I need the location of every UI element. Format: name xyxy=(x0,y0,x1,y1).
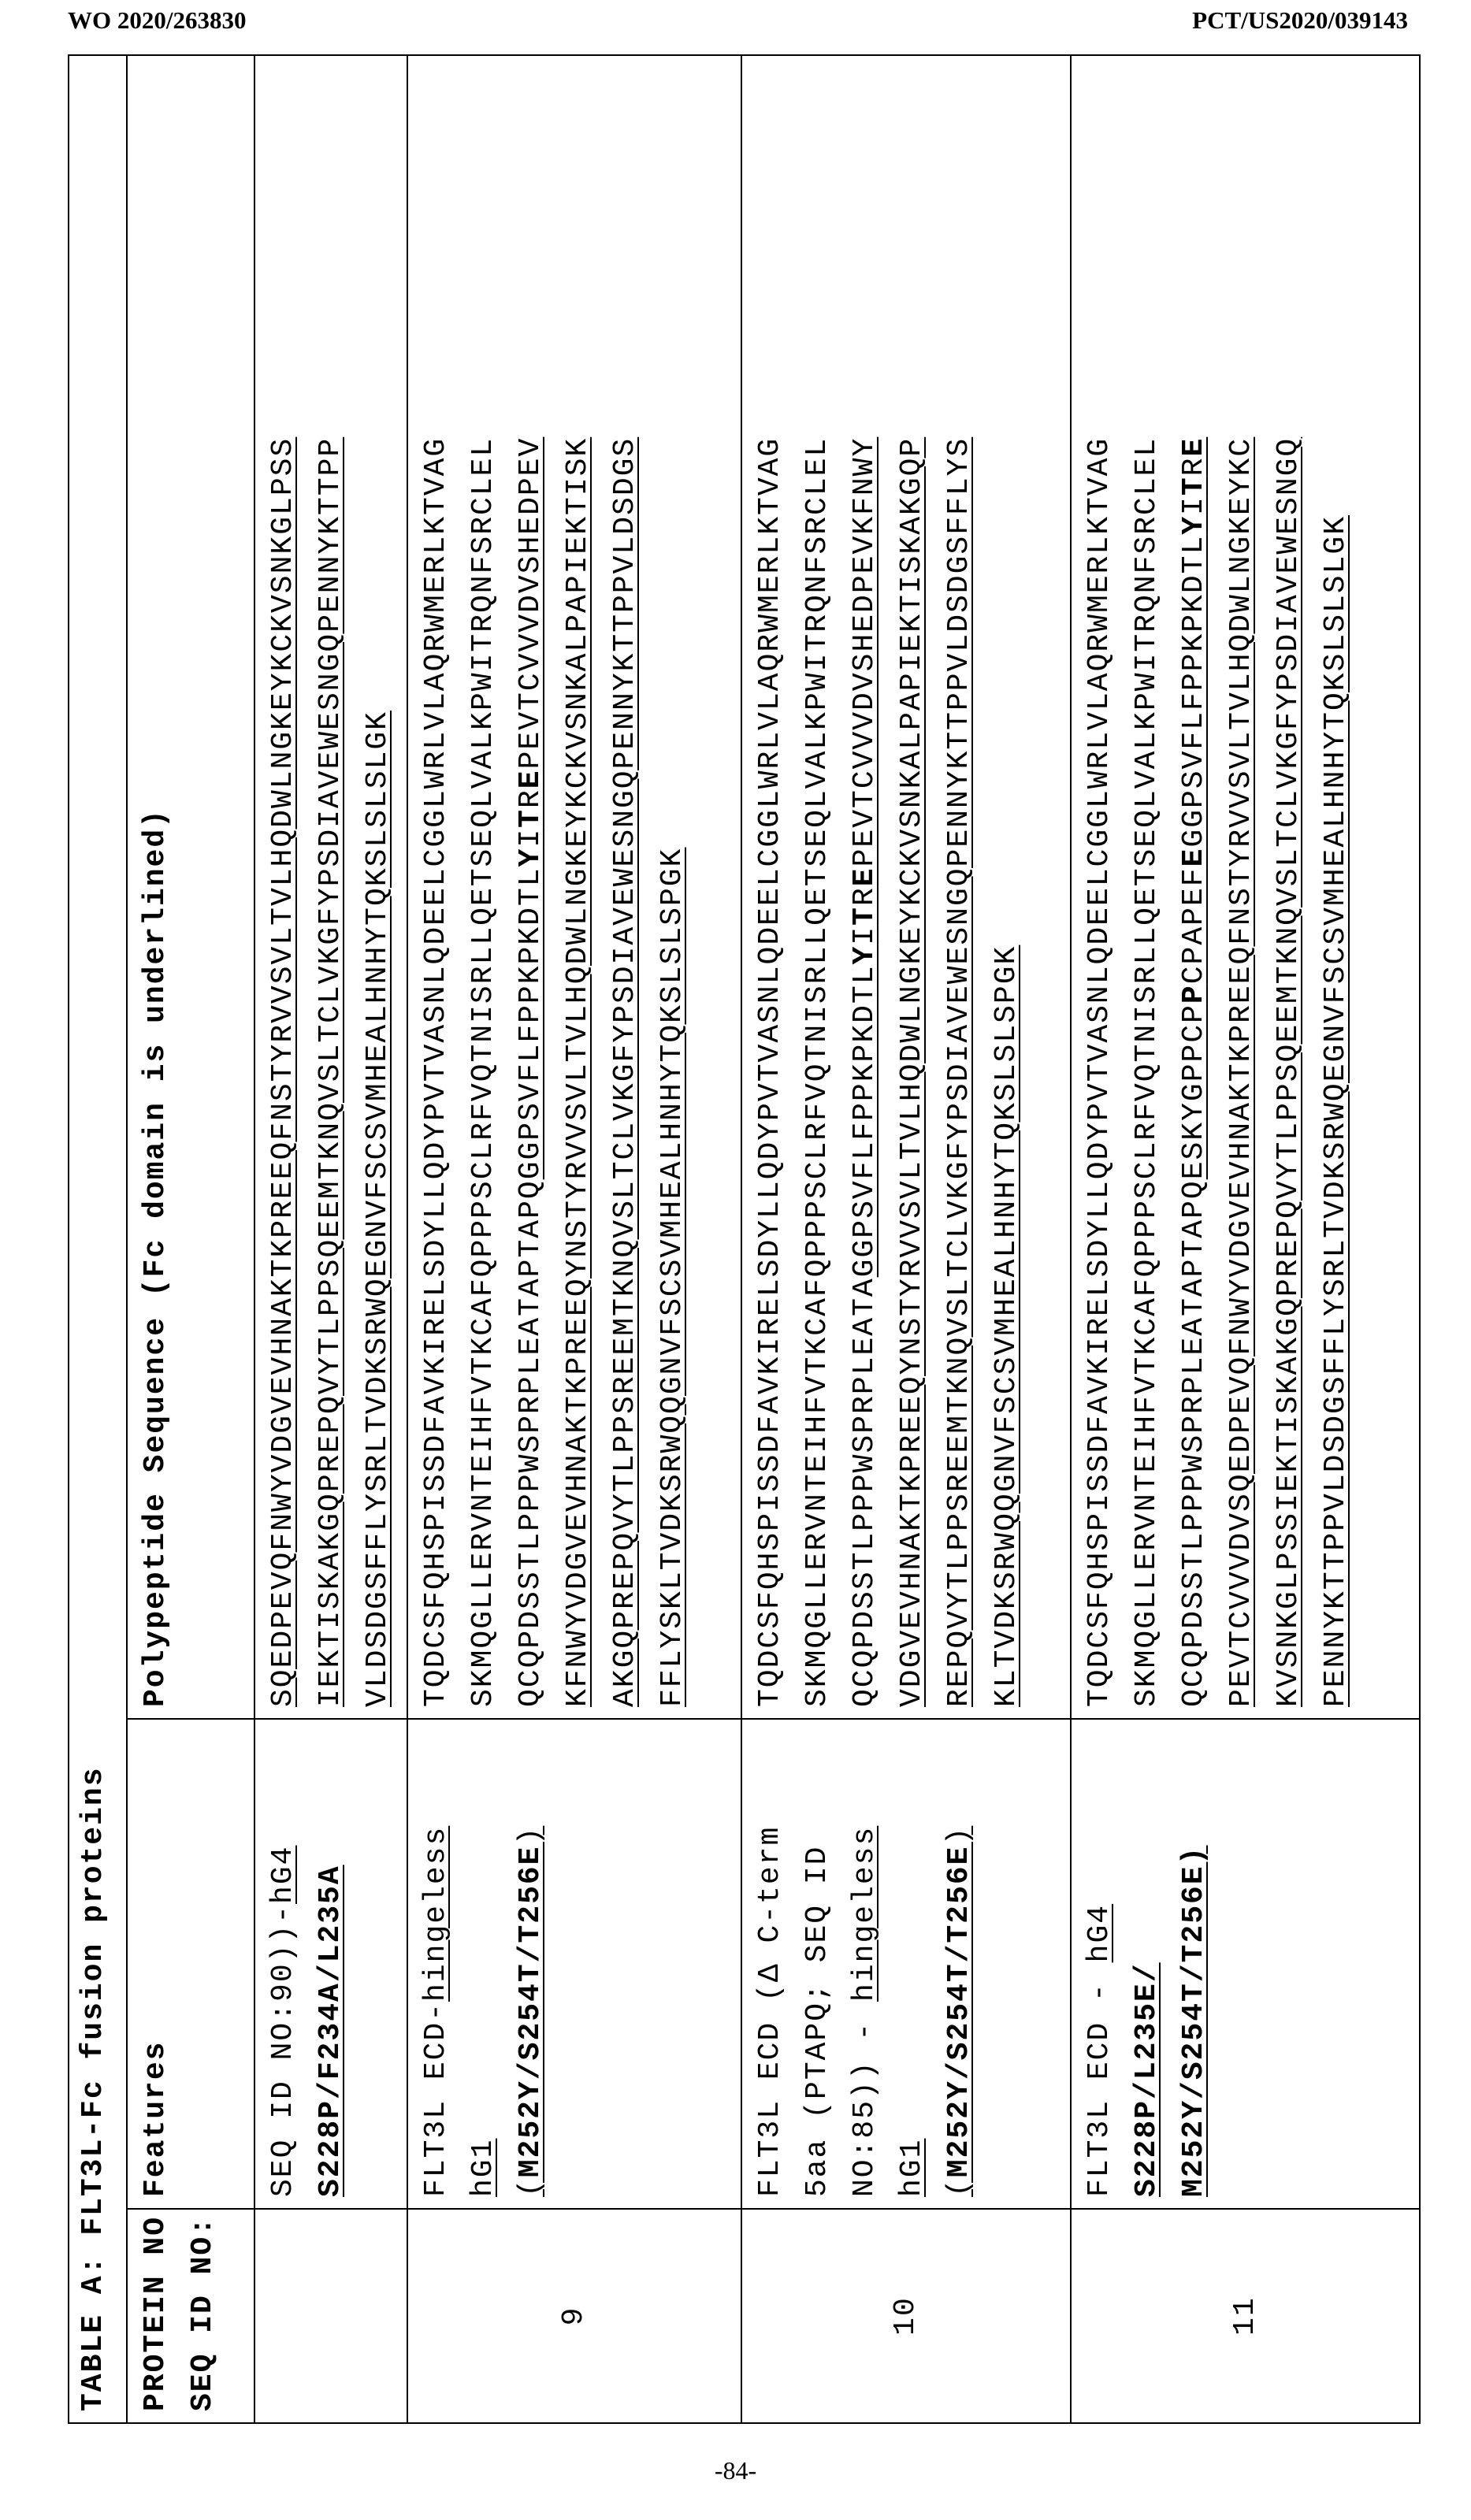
text-segment: R xyxy=(1177,457,1211,477)
text-segment: GGPSVFLFPPKPKDTL xyxy=(1177,535,1211,848)
text-segment: S228P/F234A/L235A xyxy=(314,1865,347,2197)
text-segment: hG1 xyxy=(895,2139,929,2197)
text-segment: M252Y/S254T/T256E xyxy=(942,1846,976,2178)
text-segment: hG1 xyxy=(466,2139,500,2197)
text-segment: PEVTCVVVDVSHEDPEV xyxy=(514,437,548,770)
text-segment: QCQPDSSTLPPPWSPRPLEATAPTAPQ xyxy=(514,1179,548,1707)
features-cell xyxy=(254,1719,407,2209)
sequence-line xyxy=(649,67,696,1707)
text-segment: T xyxy=(514,808,548,828)
text-segment: QCQPDSSTLPPPWSPRPLEATA xyxy=(848,1277,882,1707)
text-segment: TQDCSFQHSPISSDFAVKIRELSDYLLQDYPVTVASNLQDEELCGGLWRLVLAQRWMERLKTVAG xyxy=(1083,437,1116,1707)
text-segment: S228P/L235E/ xyxy=(1130,1962,1164,2197)
text-segment: TQDCSFQHSPISSDFAVKIRELSDYLLQDYPVTVASNLQDEELCGGLWRLVLAQRWMERLKTVAG xyxy=(753,437,787,1707)
protein-number-cell xyxy=(254,2209,407,2423)
feature-line xyxy=(307,1731,355,2197)
sequence-line xyxy=(1124,67,1171,1707)
table-header-row xyxy=(127,55,254,2423)
table-title: TABLE A: FLT3L-Fc fusion proteins xyxy=(69,55,127,2423)
table-row xyxy=(1071,55,1420,2423)
application-number: PCT/US2020/039143 xyxy=(1192,6,1408,35)
feature-line xyxy=(260,1731,307,2197)
protein-number-cell: 11 xyxy=(1071,2209,1420,2423)
features-header: Features xyxy=(127,1719,254,2209)
sequence-line xyxy=(841,67,889,1707)
text-segment: KVSNKGLPSSIEKTISKAKGQPREPQVYTLPPSQEEMTKNQVSLTCLVKGFYPSDIAVEWESNGQ xyxy=(1272,437,1306,1707)
sequence-line xyxy=(460,67,507,1707)
sequence-line xyxy=(1171,67,1218,1707)
text-segment: I xyxy=(514,828,548,848)
feature-line xyxy=(794,1731,841,2197)
text-segment: PEVTCVVVDVSQEDPEVQFNWYVDGVEVHNAKTKPREEQFNSTYRVVSVLTVLHQDWLNGKEYKC xyxy=(1224,437,1258,1707)
text-segment: hG4 xyxy=(1083,1904,1116,1962)
sequence-header: Polypeptide Sequence (Fc domain is underlined) xyxy=(127,55,254,1719)
sequence-cell xyxy=(254,55,407,1719)
sequence-line xyxy=(307,67,355,1707)
sequence-line xyxy=(555,67,602,1707)
protein-number-cell: 10 xyxy=(741,2209,1071,2423)
feature-line xyxy=(1171,1731,1218,2197)
sequence-cell xyxy=(1071,55,1420,1719)
text-segment: NO:85)) - xyxy=(848,2002,882,2197)
text-segment: ) xyxy=(942,1826,976,1846)
text-segment: ( xyxy=(514,2177,548,2197)
text-segment: VLDSDGSFFLYSRLTVDKSRWQEGNVFSCSVMHEALHNHYTQKSLSLSLGK xyxy=(361,711,395,1707)
text-segment: KLTVDKSRWQQGNVFSCSVMHEALHNHYTQKSLSLSPGK xyxy=(990,945,1023,1707)
table-title-row xyxy=(69,55,127,2423)
text-segment: Y xyxy=(1177,515,1211,535)
text-segment: SQEDPEVQFNWYVDGVEVHNAKTKPREEQFNSTYRVVSVLTVLHQDWLNGKEYKCKVSNKGLPSS xyxy=(266,437,300,1707)
fusion-protein-table xyxy=(68,54,1421,2424)
protein-no-header-line2: SEQ ID NO: xyxy=(180,2221,227,2411)
feature-line xyxy=(413,1731,460,2197)
text-segment: GGPSVFLFPPKPKDTL xyxy=(514,867,548,1179)
feature-line xyxy=(936,1731,983,2197)
text-segment: hingeless xyxy=(419,1826,453,2002)
text-segment: GGPSVFLFPPKPKDTL xyxy=(848,964,882,1277)
text-segment: FFLYSKLTVDKSRWQQGNVFSCSVMHEALHNHYTQKSLSLSPGK xyxy=(656,848,689,1707)
features-cell xyxy=(1071,1719,1420,2209)
text-segment: T xyxy=(1177,476,1211,495)
sequence-line xyxy=(747,67,794,1707)
sequence-line xyxy=(507,67,555,1707)
sequence-line xyxy=(936,67,983,1707)
text-segment: hG4 xyxy=(266,1846,300,1904)
protein-no-header xyxy=(127,2209,254,2423)
text-segment: TQDCSFQHSPISSDFAVKIRELSDYLLQDYPVTVASNLQDEELCGGLWRLVLAQRWMERLKTVAG xyxy=(419,437,453,1707)
sequence-line xyxy=(794,67,841,1707)
text-segment: P xyxy=(1177,984,1211,1004)
text-segment: I xyxy=(848,926,882,945)
text-segment: REPQVYTLPPSREEMTKNQVSLTCLVKGFYPSDIAVEWESNGQPENNYKTTPPVLDSDGSFFLYS xyxy=(942,437,976,1707)
feature-line xyxy=(747,1731,794,2197)
page-number: -84- xyxy=(0,2456,1471,2485)
text-segment: SEQ ID NO:90))- xyxy=(266,1904,300,2197)
text-segment: FLT3L ECD - xyxy=(1083,1962,1116,2197)
text-segment: M252Y/S254T/T256E xyxy=(514,1846,548,2178)
sequence-line xyxy=(602,67,649,1707)
sequence-line xyxy=(983,67,1031,1707)
feature-line xyxy=(460,1731,507,2197)
text-segment: Y xyxy=(514,848,548,867)
text-segment: ( xyxy=(942,2177,976,2197)
features-cell xyxy=(741,1719,1071,2209)
text-segment: I xyxy=(1177,495,1211,515)
text-segment: hingeless xyxy=(848,1826,882,2002)
text-segment: VDGVEVHNAKTKPREEQYNSTYRVVSVLTVLHQDWLNGKEYKCKVSNKALPAPIEKTISKAKGQP xyxy=(895,437,929,1707)
text-segment: IEKTISKAKGQPREPQVYTLPPSQEEMTKNQVSLTCLVKGFYPSDIAVEWESNGQPENNYKTTPP xyxy=(314,437,347,1707)
text-segment: FLT3L ECD (Δ C-term xyxy=(753,1826,787,2197)
feature-line xyxy=(889,1731,936,2197)
text-segment: SKMQGLLERVNTEIHFVTKCAFQPPPSCLRFVQTNISRLLQETSEQLVALKPWITRQNFSRCLEL xyxy=(1130,437,1164,1707)
text-segment: ESKYGPPCP xyxy=(1177,1004,1211,1179)
table-row xyxy=(407,55,741,2423)
text-segment: ) xyxy=(514,1826,548,1846)
feature-line xyxy=(841,1731,889,2197)
feature-line xyxy=(507,1731,555,2197)
text-segment: SKMQGLLERVNTEIHFVTKCAFQPPPSCLRFVQTNISRLLQETSEQLVALKPWITRQNFSRCLEL xyxy=(466,437,500,1707)
text-segment: CPAPEF xyxy=(1177,867,1211,984)
sequence-cell xyxy=(741,55,1071,1719)
features-cell xyxy=(407,1719,741,2209)
text-segment: R xyxy=(848,886,882,906)
text-segment: M252Y/S254T/T256E) xyxy=(1177,1846,1211,2197)
text-segment: E xyxy=(514,769,548,789)
sequence-cell xyxy=(407,55,741,1719)
protein-no-header-line1: PROTEIN NO: xyxy=(132,2221,180,2411)
text-segment: Y xyxy=(848,945,882,965)
text-segment: T xyxy=(848,906,882,926)
text-segment: PENNYKTTPPVLDSDGSFFLYSRLTVDKSRWQEGNVFSCSVMHEALHNHYTQKSLSLSLGK xyxy=(1319,515,1353,1707)
sequence-line xyxy=(1313,67,1360,1707)
sequence-line xyxy=(1076,67,1124,1707)
sequence-line xyxy=(413,67,460,1707)
text-segment: QCQPDSSTLPPPWSPRPLEATAPTAPQ xyxy=(1177,1179,1211,1707)
text-segment: PEVTCVVVDVSHEDPEVKFNWY xyxy=(848,437,882,867)
text-segment: AKGQPREPQVYTLPPSREEMTKNQVSLTCLVKGFYPSDIAVEWESNGQPENNYKTTPPVLDSDGS xyxy=(608,437,642,1707)
text-segment: 5aa (PTAPQ; SEQ ID xyxy=(801,1846,834,2197)
sequence-line xyxy=(1265,67,1313,1707)
sequence-line xyxy=(260,67,307,1707)
table-row xyxy=(741,55,1071,2423)
document-number: WO 2020/263830 xyxy=(68,6,246,35)
text-segment: SKMQGLLERVNTEIHFVTKCAFQPPPSCLRFVQTNISRLLQETSEQLVALKPWITRQNFSRCLEL xyxy=(801,437,834,1707)
sequence-line xyxy=(1218,67,1265,1707)
protein-number-cell: 9 xyxy=(407,2209,741,2423)
text-segment: R xyxy=(514,789,548,808)
text-segment: E xyxy=(1177,437,1211,457)
text-segment: KFNWYVDGVEVHNAKTKPREEQYNSTYRVVSVLTVLHQDWLNGKEYKCKVSNKALPAPIEKTISK xyxy=(561,437,595,1707)
table-row xyxy=(254,55,407,2423)
text-segment: E xyxy=(1177,848,1211,867)
feature-line xyxy=(1076,1731,1124,2197)
sequence-line xyxy=(355,67,402,1707)
feature-line xyxy=(1124,1731,1171,2197)
sequence-line xyxy=(889,67,936,1707)
text-segment: FLT3L ECD- xyxy=(419,2002,453,2197)
rotated-table-container xyxy=(68,56,1410,2424)
text-segment: E xyxy=(848,867,882,886)
